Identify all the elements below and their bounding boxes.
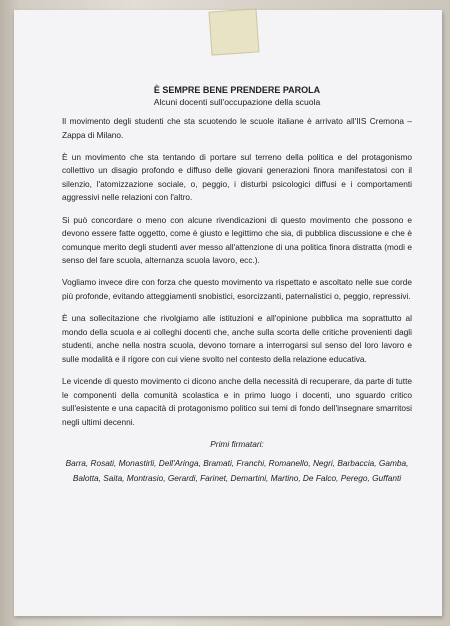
document-title: È SEMPRE BENE PRENDERE PAROLA — [153, 85, 321, 95]
document-subtitle: Alcuni docenti sull'occupazione della scuola — [153, 97, 321, 107]
adhesive-tape — [209, 8, 260, 55]
paragraph: Vogliamo invece dire con forza che questo movimento va rispettato e ascoltato nelle sue corde più profonde, evitando atteggiamenti snobistici, esorcizzanti, paternalistici o, peggio, repressivi. — [62, 277, 412, 302]
paragraph: È un movimento che sta tentando di portare sul terreno della politica e del protagonismo collettivo un disagio profondo e diffuso delle giovani generazioni finora manifestatosi con il silenzio, l'atomizzazione sociale, o, peggio, i disturbi psicologici diffusi e i comportamenti aggressivi nelle relazioni con l'altro. — [62, 151, 412, 203]
signatories-list: Barra, Rosati, Monastirli, Dell'Aringa, Bramati, Franchi, Romanello, Negri, Barbaccia, Gamba, Balotta, Saita, Montrasio, Gerardi, Farinet, Demartini, Martino, De Falco, Perego, Guffanti — [65, 458, 409, 484]
paragraph: Le vicende di questo movimento ci dicono anche della necessità di recuperare, da parte di tutte le componenti della comunità scolastica e in primo luogo i docenti, uno sguardo critico sull'esistente e una capacità di protagonismo politico sui temi di fondo dell'insegnare smarritosi negli ultimi decenni. — [62, 376, 412, 427]
paragraph: Si può concordare o meno con alcune rivendicazioni di questo movimento che possono e devono essere fatte oggetto, come è giusto e legittimo che sia, di pubblica discussione e che è comunque merito degli studenti aver messo all'attenzione di una politica finora distratta (modi e senso del fare scuola, alternanza scuola lavoro, ecc.). — [62, 214, 412, 266]
document-body — [62, 84, 412, 486]
signatories-heading: Primi firmatari: — [210, 438, 264, 449]
paragraph: Il movimento degli studenti che sta scuotendo le scuole italiane è arrivato all'IIS Cremona – Zappa di Milano. — [62, 116, 412, 140]
paragraph: È una sollecitazione che rivolgiamo alle istituzioni e all'opinione pubblica ma soprattutto al mondo della scuola e ai colleghi docenti che, anche sulla scorta delle critiche provenienti dagli studenti, anche nella nostra scuola, devono tornare a interrogarsi sul senso del loro lavoro e sulle modalità e il rigore con cui viene svolto nel contesto della relazione educativa. — [62, 313, 412, 364]
paper-sheet — [14, 10, 442, 616]
